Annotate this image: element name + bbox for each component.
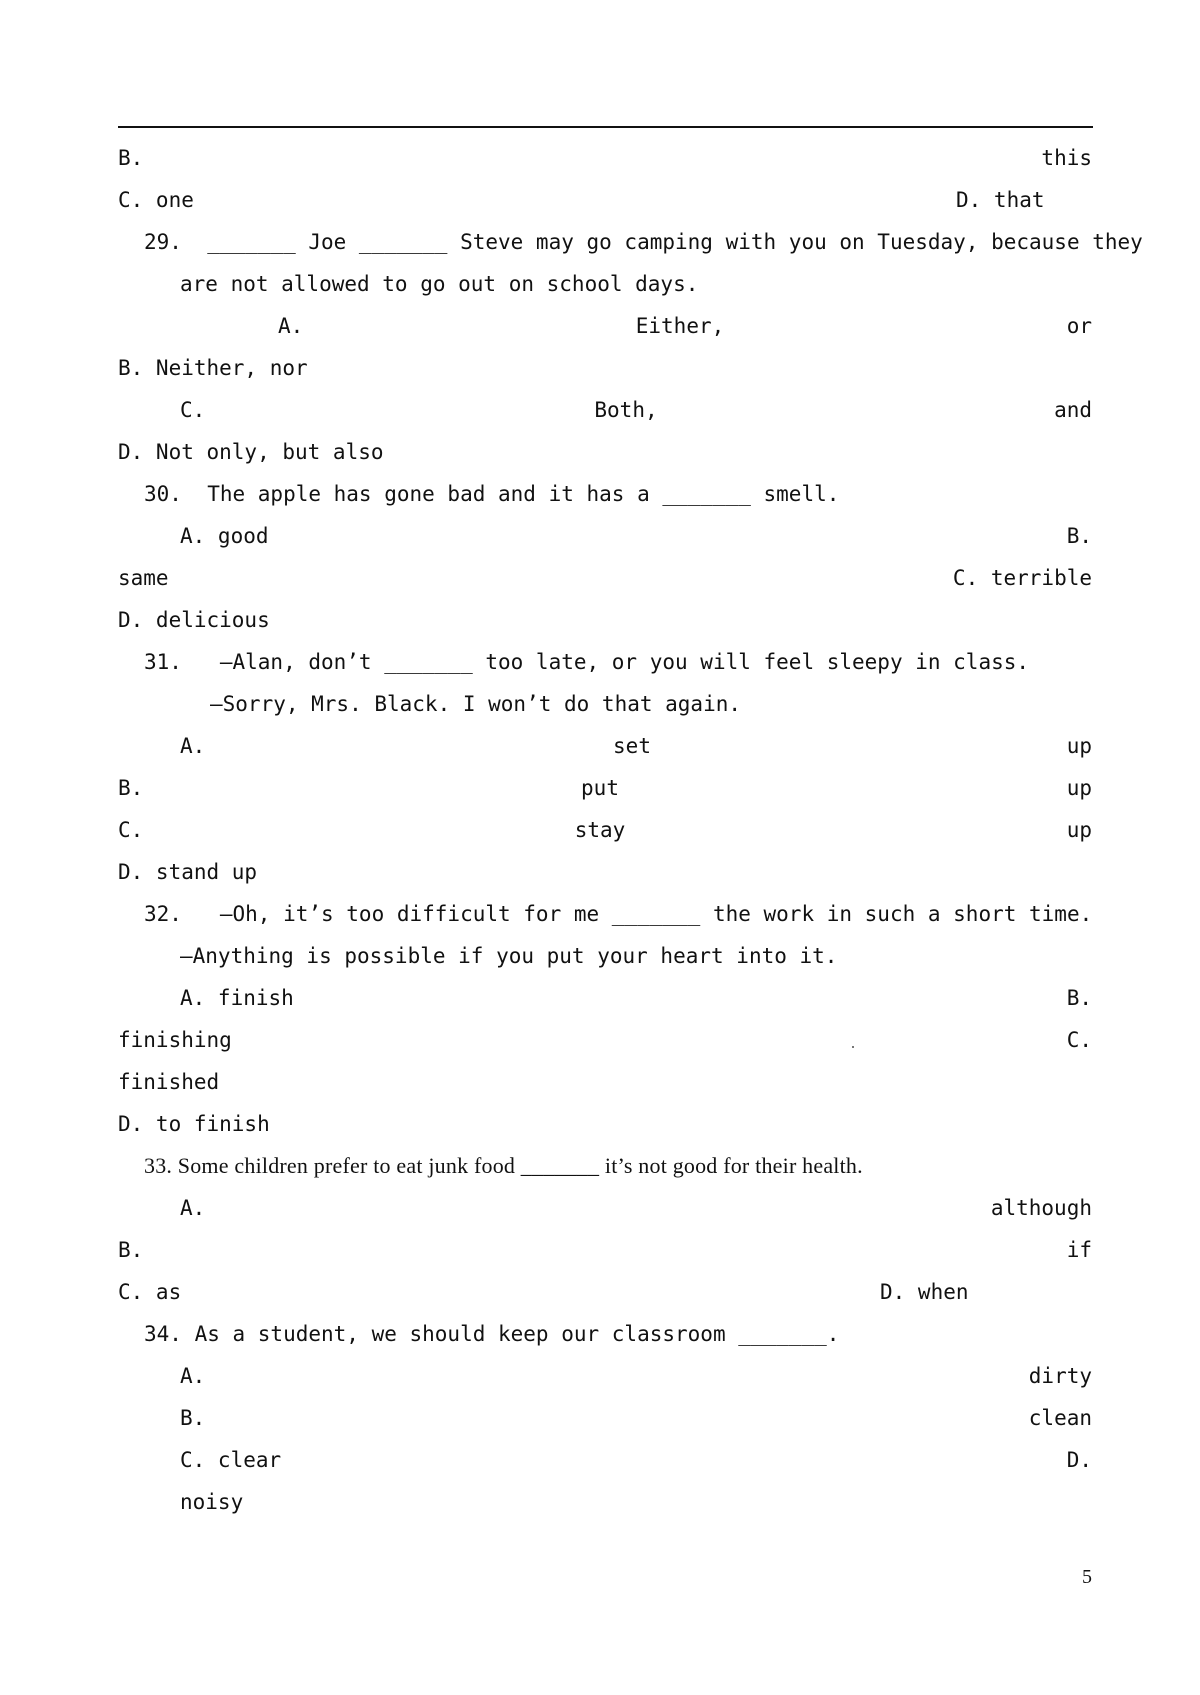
text-fragment: A. [278, 314, 304, 338]
text-fragment: this [1041, 146, 1092, 170]
text-line [118, 857, 1092, 887]
text-fragment: C. [118, 818, 144, 842]
text-fragment: B. [1066, 986, 1092, 1010]
text-fragment: A. good [180, 524, 269, 548]
text-fragment: C. one [118, 188, 194, 212]
text-fragment: A. [180, 1196, 206, 1220]
text-fragment: A. [180, 734, 206, 758]
text-fragment: D. Not only, but also [118, 440, 384, 464]
text-fragment: up [1066, 734, 1092, 758]
text-fragment: if [1066, 1238, 1092, 1262]
text-fragment: C. [180, 398, 206, 422]
text-line [118, 563, 1092, 593]
text-fragment: B. Neither, nor [118, 356, 308, 380]
text-fragment: set [613, 734, 651, 758]
text-fragment: clean [1028, 1406, 1092, 1430]
text-fragment: C. [1066, 1028, 1092, 1052]
text-line [118, 1277, 1092, 1307]
text-fragment: C. terrible [952, 566, 1092, 590]
text-line [118, 1193, 1092, 1223]
text-fragment: up [1066, 818, 1092, 842]
text-fragment: D. [1066, 1448, 1092, 1472]
text-fragment: finished [118, 1070, 220, 1094]
text-line [118, 1109, 1092, 1139]
text-line [118, 1319, 1092, 1349]
text-fragment: B. [118, 146, 144, 170]
text-line [118, 899, 1092, 929]
text-line [118, 185, 1092, 215]
text-fragment: —Anything is possible if you put your heart into it. [180, 944, 838, 968]
text-fragment: B. [180, 1406, 206, 1430]
text-fragment: C. clear [180, 1448, 282, 1472]
text-fragment: —Sorry, Mrs. Black. I won’t do that again. [210, 692, 742, 716]
text-fragment: 31. —Alan, don’t _______ too late, or you will feel sleepy in class. [144, 650, 1030, 674]
text-fragment: Both, [594, 398, 658, 422]
text-line [118, 1361, 1092, 1391]
text-fragment: dirty [1028, 1364, 1092, 1388]
text-fragment: 33. Some children prefer to eat junk food _______ it’s not good for their health. [144, 1153, 863, 1178]
stray-dot [852, 1046, 854, 1048]
text-line [118, 773, 1092, 803]
text-fragment: finishing [118, 1028, 232, 1052]
text-fragment: same [118, 566, 169, 590]
text-fragment: D. stand up [118, 860, 258, 884]
text-line [118, 815, 1092, 845]
text-line [118, 1403, 1092, 1433]
text-fragment: B. [118, 1238, 144, 1262]
text-line [118, 479, 1092, 509]
text-fragment: up [1066, 776, 1092, 800]
text-line [118, 1151, 1092, 1181]
text-line [118, 1235, 1092, 1265]
text-fragment: B. [118, 776, 144, 800]
text-line [118, 731, 1092, 761]
text-fragment: 29. _______ Joe _______ Steve may go camping with you on Tuesday, because they [144, 230, 1143, 254]
text-fragment: D. to finish [118, 1112, 270, 1136]
text-line [118, 1025, 1092, 1055]
text-fragment: 30. The apple has gone bad and it has a _______ smell. [144, 482, 840, 506]
text-fragment: put [581, 776, 619, 800]
text-line [118, 353, 1092, 383]
text-line [118, 605, 1092, 635]
text-fragment: D. delicious [118, 608, 270, 632]
text-fragment: B. [1066, 524, 1092, 548]
text-fragment: A. [180, 1364, 206, 1388]
text-line [118, 689, 1092, 719]
text-fragment: D. that [956, 188, 1045, 212]
text-fragment: C. as [118, 1280, 182, 1304]
text-line [118, 395, 1092, 425]
text-line [118, 227, 1143, 257]
header-rule [118, 126, 1093, 128]
text-fragment: or [1066, 314, 1092, 338]
text-fragment: stay [574, 818, 626, 842]
text-fragment: Either, [635, 314, 725, 338]
text-line [118, 1487, 1092, 1517]
text-fragment: D. when [880, 1280, 969, 1304]
text-line [118, 983, 1092, 1013]
text-line [118, 647, 1092, 677]
text-line [118, 1445, 1092, 1475]
text-line [118, 437, 1092, 467]
text-line [118, 143, 1092, 173]
text-fragment: 32. —Oh, it’s too difficult for me _______ the work in such a short time. [144, 902, 1093, 926]
text-line [118, 941, 1092, 971]
text-fragment: and [1054, 398, 1092, 422]
text-line [118, 1067, 1092, 1097]
page-number: 5 [1082, 1566, 1092, 1588]
text-fragment: although [990, 1196, 1092, 1220]
text-line [118, 311, 1092, 341]
text-line [118, 521, 1092, 551]
text-fragment: 34. As a student, we should keep our classroom _______. [144, 1322, 840, 1346]
text-fragment: noisy [180, 1490, 244, 1514]
text-fragment: are not allowed to go out on school days. [180, 272, 699, 296]
text-fragment: A. finish [180, 986, 294, 1010]
text-line [118, 269, 1092, 299]
